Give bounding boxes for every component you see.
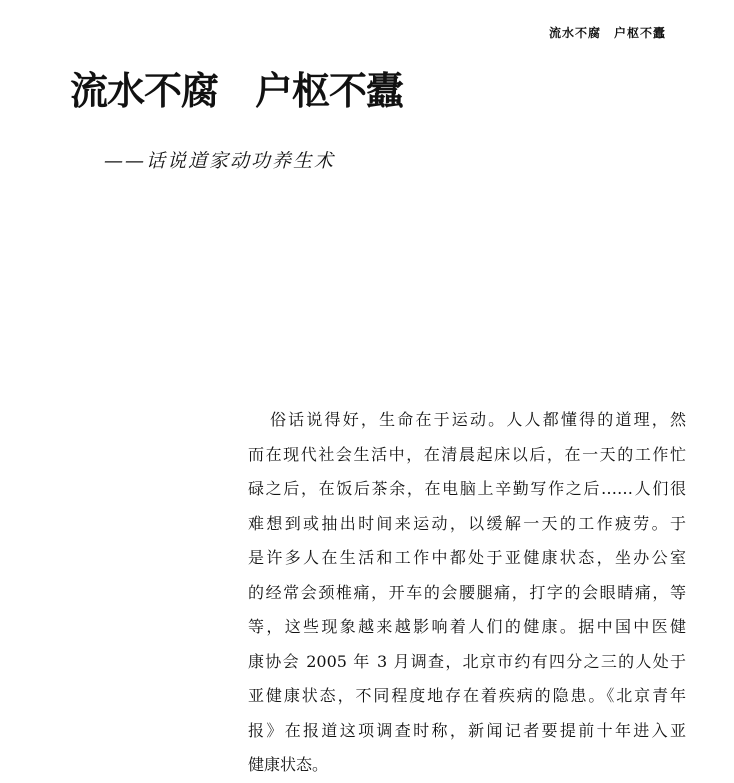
body-line: 难想到或抽出时间来运动，以缓解一天的工作疲劳。于 <box>248 513 686 533</box>
body-line: 健康状态。 <box>248 755 329 774</box>
article-title: 流水不腐 户枢不蠹 <box>70 68 404 113</box>
body-line: 碌之后，在饭后茶余，在电脑上辛勤写作之后……人们很 <box>248 479 686 498</box>
running-header: 流水不腐 户枢不蠹 <box>548 26 666 40</box>
body-line: 康协会 2005 年 3 月调查，北京市约有四分之三的人处于 <box>248 651 686 671</box>
body-line: 俗话说得好，生命在于运动。人人都懂得的道理，然 <box>270 410 686 429</box>
article-subtitle: ——话说道家动功养生术 <box>104 150 336 172</box>
body-line: 报》在报道这项调查时称，新闻记者要提前十年进入亚 <box>248 720 686 740</box>
body-line: 等，这些现象越来越影响着人们的健康。据中国中医健 <box>248 617 686 636</box>
body-line: 而在现代社会生活中，在清晨起床以后，在一天的工作忙 <box>248 444 686 464</box>
body-line: 是许多人在生活和工作中都处于亚健康状态，坐办公室 <box>248 548 686 567</box>
body-line: 的经常会颈椎痛，开车的会腰腿痛，打字的会眼睛痛，等 <box>248 582 686 602</box>
body-line: 亚健康状态，不同程度地存在着疾病的隐患。《北京青年 <box>248 686 686 705</box>
article-body <box>248 403 686 783</box>
